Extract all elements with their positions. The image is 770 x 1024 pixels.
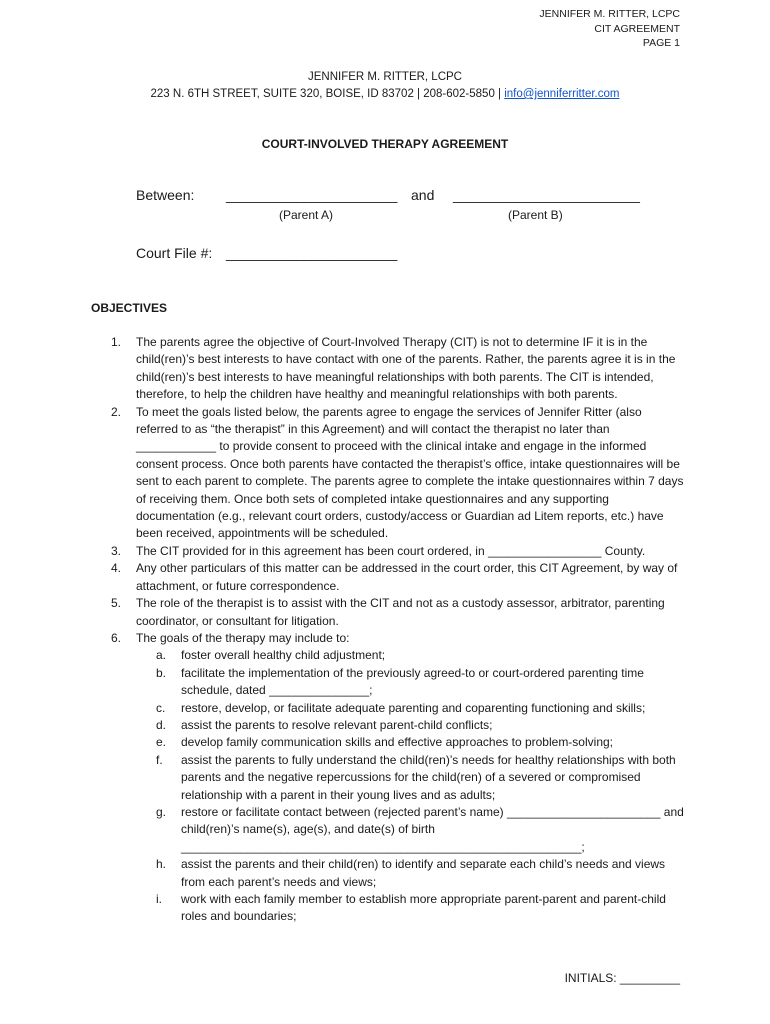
document-title: COURT-INVOLVED THERAPY AGREEMENT bbox=[261, 137, 509, 151]
subitem-text: restore or facilitate contact between (rejected parent’s name) _______________________ and child(ren)’s name(s), age(s), and date(s) of birth ____________________________________________________________; bbox=[181, 804, 684, 854]
sublist-item bbox=[111, 647, 686, 664]
item-text: The parents agree the objective of Court-Involved Therapy (CIT) is not to determine IF it is in the child(ren)’s best interests to have contact with one of the parents. Rather, the parents agree it is in the child(ren)’s best interests to have meaningful relationships with both parents. The CIT is intended, therefore, to help the children have healthy and meaningful relationships with both parents. bbox=[136, 335, 676, 402]
item-number: 6. bbox=[111, 630, 122, 645]
initials-field[interactable]: INITIALS: _________ bbox=[564, 971, 680, 985]
item-number: 2. bbox=[111, 404, 122, 419]
subitem-letter: b. bbox=[156, 665, 167, 680]
subitem-text: develop family communication skills and effective approaches to problem-solving; bbox=[181, 735, 613, 750]
item-number: 4. bbox=[111, 561, 122, 576]
header-doc: CIT AGREEMENT bbox=[594, 22, 680, 35]
subitem-text: assist the parents and their child(ren) to identify and separate each child’s needs and views from each parent’s needs and views; bbox=[181, 857, 666, 889]
item-number: 1. bbox=[111, 335, 122, 349]
parent-b-caption: (Parent B) bbox=[508, 208, 563, 222]
sublist-item bbox=[111, 891, 686, 926]
and-label: and bbox=[411, 187, 435, 203]
sublist-item bbox=[111, 856, 686, 891]
item-number: 5. bbox=[111, 596, 122, 611]
objectives-list bbox=[111, 334, 686, 926]
item-text: The CIT provided for in this agreement has been court ordered, in _________________ County. bbox=[136, 543, 646, 558]
email-link[interactable]: info@jenniferritter.com bbox=[504, 88, 620, 100]
sublist-item bbox=[111, 700, 686, 717]
subitem-text: assist the parents to resolve relevant parent-child conflicts; bbox=[181, 717, 493, 732]
sublist-item bbox=[111, 752, 686, 804]
org-address-line bbox=[0, 88, 770, 100]
running-header bbox=[539, 7, 680, 51]
header-name: JENNIFER M. RITTER, LCPC bbox=[539, 8, 680, 20]
subitem-text: work with each family member to establish more appropriate parent-parent and parent-child roles and boundaries; bbox=[181, 892, 666, 924]
item-text: Any other particulars of this matter can be addressed in the court order, this CIT Agreement, by way of attachment, or future correspondence. bbox=[136, 561, 678, 593]
sublist-item bbox=[111, 665, 686, 700]
sublist-item bbox=[111, 804, 686, 856]
subitem-letter: d. bbox=[156, 717, 167, 732]
org-address: 223 N. 6TH STREET, SUITE 320, BOISE, ID 83702 | 208-602-5850 | bbox=[150, 88, 505, 100]
court-file-field[interactable]: ______________________ bbox=[226, 245, 398, 261]
item-text: The goals of the therapy may include to: bbox=[136, 630, 350, 645]
sublist-item bbox=[111, 734, 686, 751]
list-item bbox=[111, 630, 686, 647]
item-number: 3. bbox=[111, 543, 122, 558]
list-item bbox=[111, 560, 686, 595]
subitem-letter: a. bbox=[156, 648, 167, 663]
parent-b-field[interactable]: ________________________ bbox=[453, 187, 640, 203]
subitem-letter: e. bbox=[156, 735, 167, 750]
list-item bbox=[111, 404, 686, 543]
item-text: The role of the therapist is to assist with the CIT and not as a custody assessor, arbitrator, parenting coordinator, or consultant for litigation. bbox=[136, 596, 665, 628]
subitem-text: restore, develop, or facilitate adequate parenting and coparenting functioning and skills; bbox=[181, 700, 646, 715]
list-item bbox=[111, 543, 686, 560]
list-item bbox=[111, 334, 686, 404]
list-item bbox=[111, 595, 686, 630]
subitem-text: foster overall healthy child adjustment; bbox=[181, 648, 386, 663]
header-page: PAGE 1 bbox=[642, 37, 680, 49]
subitem-text: assist the parents to fully understand the child(ren)’s needs for healthy relationships with both parents and the negative repercussions for the child(ren) of a severed or compromised relationship with a parent in their young lives and as adults; bbox=[181, 752, 676, 802]
goals-sublist bbox=[111, 647, 686, 926]
item-text: To meet the goals listed below, the parents agree to engage the services of Jennifer Ritter (also referred to as “the therapist” in this Agreement) and will contact the therapist no later than ____________ to provide consent to proceed with the clinical intake and engage in the informed consent process. Once both parents have contacted the therapist’s office, intake questionnaires will be sent to each parent to complete. The parents agree to complete the intake questionnaires within 7 days of receiving them. Once both sets of completed intake questionnaires and any supporting documentation (e.g., relevant court orders, custody/access or Guardian ad Litem reports, etc.) have been received, appointments will be scheduled. bbox=[136, 404, 684, 541]
subitem-letter: h. bbox=[156, 857, 167, 872]
subitem-letter: c. bbox=[156, 700, 166, 715]
subitem-letter: g. bbox=[156, 804, 167, 819]
parent-a-caption: (Parent A) bbox=[279, 208, 334, 222]
org-name: JENNIFER M. RITTER, LCPC bbox=[308, 71, 462, 83]
objectives-heading: OBJECTIVES bbox=[91, 301, 168, 315]
subitem-letter: i. bbox=[156, 892, 162, 906]
parent-a-field[interactable]: ______________________ bbox=[226, 187, 398, 203]
subitem-text: facilitate the implementation of the previously agreed-to or court-ordered parenting time schedule, dated _______________; bbox=[181, 665, 644, 698]
sublist-item bbox=[111, 717, 686, 734]
court-file-label: Court File #: bbox=[136, 245, 213, 261]
subitem-letter: f. bbox=[156, 752, 163, 767]
between-label: Between: bbox=[136, 187, 195, 203]
